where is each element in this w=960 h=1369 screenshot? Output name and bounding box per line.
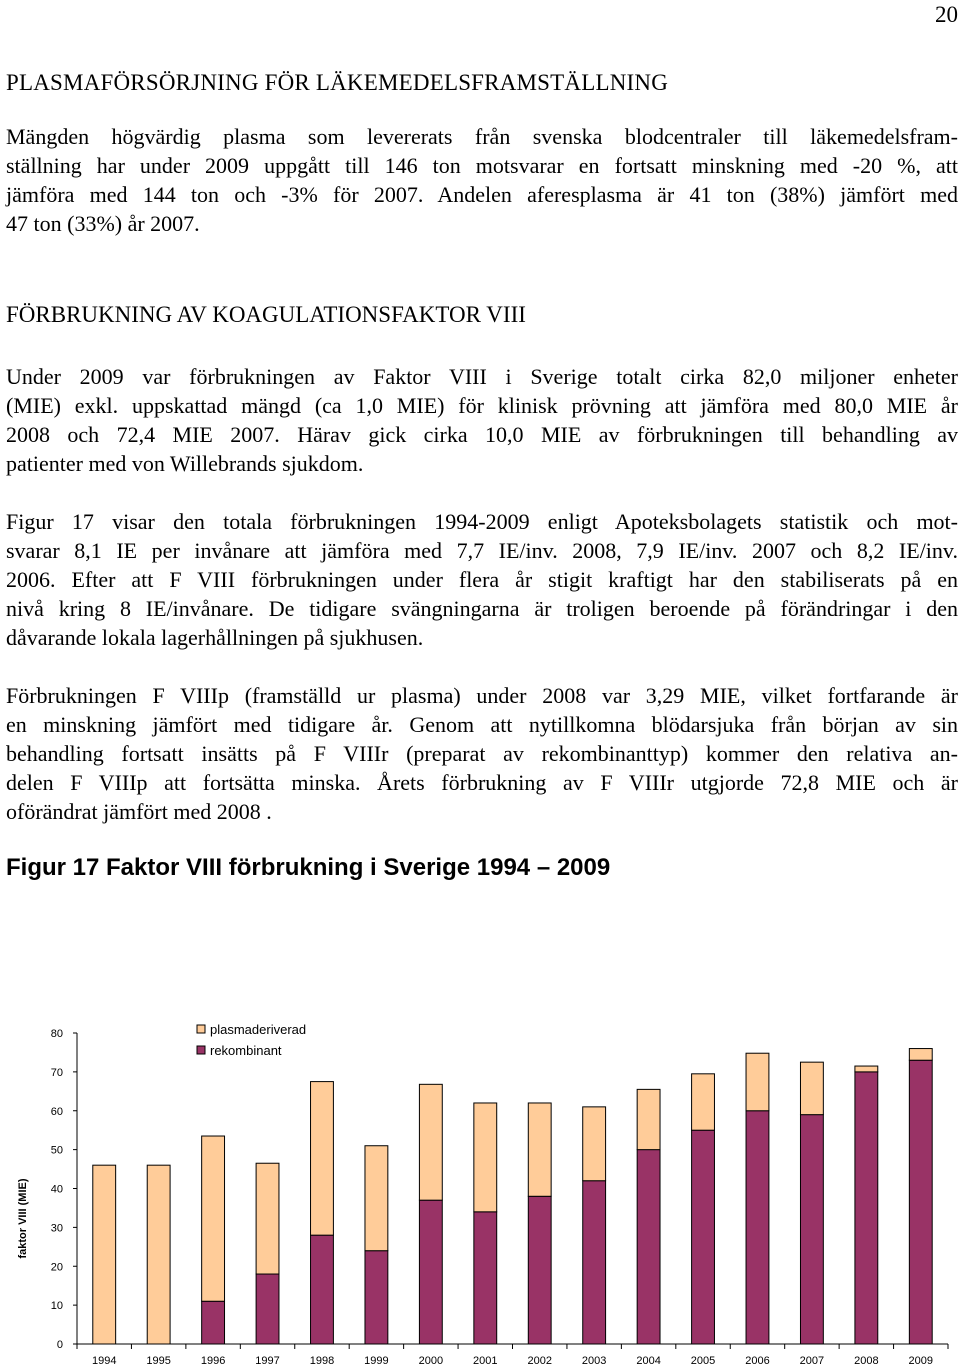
y-tick-label: 70 bbox=[50, 1066, 63, 1079]
bar-segment-rekombinant bbox=[692, 1130, 715, 1344]
x-tick-label: 2009 bbox=[908, 1355, 934, 1367]
figure-title: Figur 17 Faktor VIII förbrukning i Sverige 1994 – 2009 bbox=[6, 854, 611, 881]
x-tick-label: 1998 bbox=[309, 1355, 335, 1367]
bar-segment-plasmaderiverad bbox=[419, 1084, 442, 1200]
bar-segment-plasmaderiverad bbox=[256, 1163, 279, 1274]
x-tick-label: 1994 bbox=[91, 1355, 117, 1367]
paragraph-line: dåvarande lokala lagerhållningen på sjukhusen. bbox=[6, 625, 424, 650]
paragraph-plasma-derived bbox=[6, 681, 958, 826]
y-tick-label: 50 bbox=[50, 1144, 63, 1157]
x-tick-label: 1997 bbox=[255, 1355, 280, 1367]
bar-segment-plasmaderiverad bbox=[202, 1136, 225, 1301]
legend-swatch-rekombinant bbox=[197, 1046, 205, 1054]
legend-swatch-plasmaderiverad bbox=[197, 1025, 205, 1033]
bar-segment-rekombinant bbox=[909, 1060, 932, 1344]
bar-segment-rekombinant bbox=[256, 1274, 279, 1344]
paragraph-line: 47 ton (33%) år 2007. bbox=[6, 211, 200, 236]
x-tick-label: 1999 bbox=[364, 1355, 389, 1367]
bar-segment-rekombinant bbox=[583, 1181, 606, 1344]
paragraph-line: ställning har under 2009 uppgått till 146 ton motsvarar en fortsatt minskning med -20 %, att bbox=[6, 153, 958, 178]
bar-segment-rekombinant bbox=[202, 1301, 225, 1344]
paragraph-consumption bbox=[6, 362, 958, 478]
y-axis-title: faktor VIII (MIE) bbox=[17, 1178, 29, 1259]
x-tick-label: 2004 bbox=[636, 1355, 661, 1367]
bar-segment-rekombinant bbox=[746, 1111, 769, 1344]
paragraph-line: patienter med von Willebrands sjukdom. bbox=[6, 451, 364, 476]
bar-segment-rekombinant bbox=[474, 1212, 497, 1344]
paragraph-line: behandling fortsatt insätts på F VIIIr (preparat av rekombinanttyp) kommer den relativa an- bbox=[6, 741, 958, 766]
bar-segment-plasmaderiverad bbox=[909, 1049, 932, 1061]
bar-segment-plasmaderiverad bbox=[692, 1074, 715, 1130]
bar-segment-rekombinant bbox=[365, 1251, 388, 1344]
y-tick-label: 60 bbox=[50, 1105, 63, 1118]
y-tick-label: 20 bbox=[50, 1261, 63, 1274]
bar-segment-plasmaderiverad bbox=[800, 1062, 823, 1114]
bar-segment-plasmaderiverad bbox=[147, 1165, 170, 1344]
paragraph-line: svarar 8,1 IE per invånare att jämföra med 7,7 IE/inv. 2008, 7,9 IE/inv. 2007 och 8,2 IE/inv. bbox=[6, 538, 958, 563]
y-tick-label: 10 bbox=[50, 1300, 63, 1313]
bar-segment-plasmaderiverad bbox=[637, 1089, 660, 1149]
x-tick-label: 2006 bbox=[745, 1355, 770, 1367]
bar-segment-plasmaderiverad bbox=[528, 1103, 551, 1196]
y-tick-label: 30 bbox=[50, 1222, 63, 1235]
bar-segment-rekombinant bbox=[419, 1200, 442, 1344]
stacked-bar-chart bbox=[0, 1015, 960, 1369]
bar-segment-rekombinant bbox=[637, 1150, 660, 1344]
paragraph-line: Förbrukningen F VIIIp (framställd ur plasma) under 2008 var 3,29 MIE, vilket fortfarande är bbox=[6, 683, 958, 708]
x-tick-label: 1996 bbox=[200, 1355, 226, 1367]
paragraph-line: en minskning jämfört med tidigare år. Genom att nytillkomna blödarsjuka från början av sin bbox=[6, 712, 958, 737]
x-tick-label: 2005 bbox=[690, 1355, 716, 1367]
x-tick-label: 2000 bbox=[418, 1355, 444, 1367]
y-tick-label: 0 bbox=[56, 1339, 63, 1351]
paragraph-line: 2008 och 72,4 MIE 2007. Härav gick cirka 10,0 MIE av förbrukningen till behandling av bbox=[6, 422, 958, 447]
bar-segment-plasmaderiverad bbox=[311, 1082, 334, 1236]
paragraph-line: jämföra med 144 ton och -3% för 2007. Andelen aferesplasma är 41 ton (38%) jämfört med bbox=[6, 182, 958, 207]
paragraph-figure-description bbox=[6, 507, 958, 652]
paragraph-plasma bbox=[6, 122, 958, 238]
paragraph-line: (MIE) exkl. uppskattad mängd (ca 1,0 MIE) för klinisk prövning att jämföra med 80,0 MIE år bbox=[6, 393, 958, 418]
paragraph-line: Mängden högvärdig plasma som levererats från svenska blodcentraler till läkemedelsfram- bbox=[6, 124, 958, 149]
legend-label-rekombinant: rekombinant bbox=[210, 1043, 282, 1058]
section-heading-plasma: PLASMAFÖRSÖRJNING FÖR LÄKEMEDELSFRAMSTÄLLNING bbox=[6, 70, 669, 95]
y-tick-label: 40 bbox=[50, 1183, 63, 1196]
paragraph-line: Under 2009 var förbrukningen av Faktor VIII i Sverige totalt cirka 82,0 miljoner enheter bbox=[6, 364, 958, 389]
bar-segment-plasmaderiverad bbox=[746, 1053, 769, 1111]
bar-segment-plasmaderiverad bbox=[93, 1165, 116, 1344]
x-tick-label: 1995 bbox=[146, 1355, 171, 1367]
x-tick-label: 2008 bbox=[854, 1355, 879, 1367]
paragraph-line: oförändrat jämfört med 2008 . bbox=[6, 799, 272, 824]
section-heading-factor-viii: FÖRBRUKNING AV KOAGULATIONSFAKTOR VIII bbox=[6, 302, 526, 327]
x-tick-label: 2007 bbox=[799, 1355, 825, 1367]
bar-segment-plasmaderiverad bbox=[855, 1066, 878, 1072]
y-tick-label: 80 bbox=[50, 1028, 63, 1040]
paragraph-line: nivå kring 8 IE/invånare. De tidigare svängningarna är troligen beroende på förändringar i den bbox=[6, 596, 958, 621]
x-tick-label: 2001 bbox=[473, 1355, 498, 1367]
bar-segment-rekombinant bbox=[528, 1196, 551, 1344]
legend-label-plasmaderiverad: plasmaderiverad bbox=[210, 1022, 307, 1037]
bar-segment-plasmaderiverad bbox=[365, 1146, 388, 1251]
x-tick-label: 2002 bbox=[527, 1355, 552, 1367]
bar-segment-plasmaderiverad bbox=[474, 1103, 497, 1212]
page-number: 20 bbox=[935, 2, 958, 27]
bar-segment-rekombinant bbox=[311, 1235, 334, 1344]
paragraph-line: 2006. Efter att F VIII förbrukningen under flera år stigit kraftigt har den stabiliserats på en bbox=[6, 567, 958, 592]
bar-segment-rekombinant bbox=[800, 1115, 823, 1344]
bar-segment-plasmaderiverad bbox=[583, 1107, 606, 1181]
bar-segment-rekombinant bbox=[855, 1072, 878, 1344]
paragraph-line: Figur 17 visar den totala förbrukningen 1994-2009 enligt Apoteksbolagets statistik och mot- bbox=[6, 509, 958, 534]
paragraph-line: delen F VIIIp att fortsätta minska. Årets förbrukning av F VIIIr utgjorde 72,8 MIE och är bbox=[6, 770, 958, 795]
x-tick-label: 2003 bbox=[581, 1355, 607, 1367]
